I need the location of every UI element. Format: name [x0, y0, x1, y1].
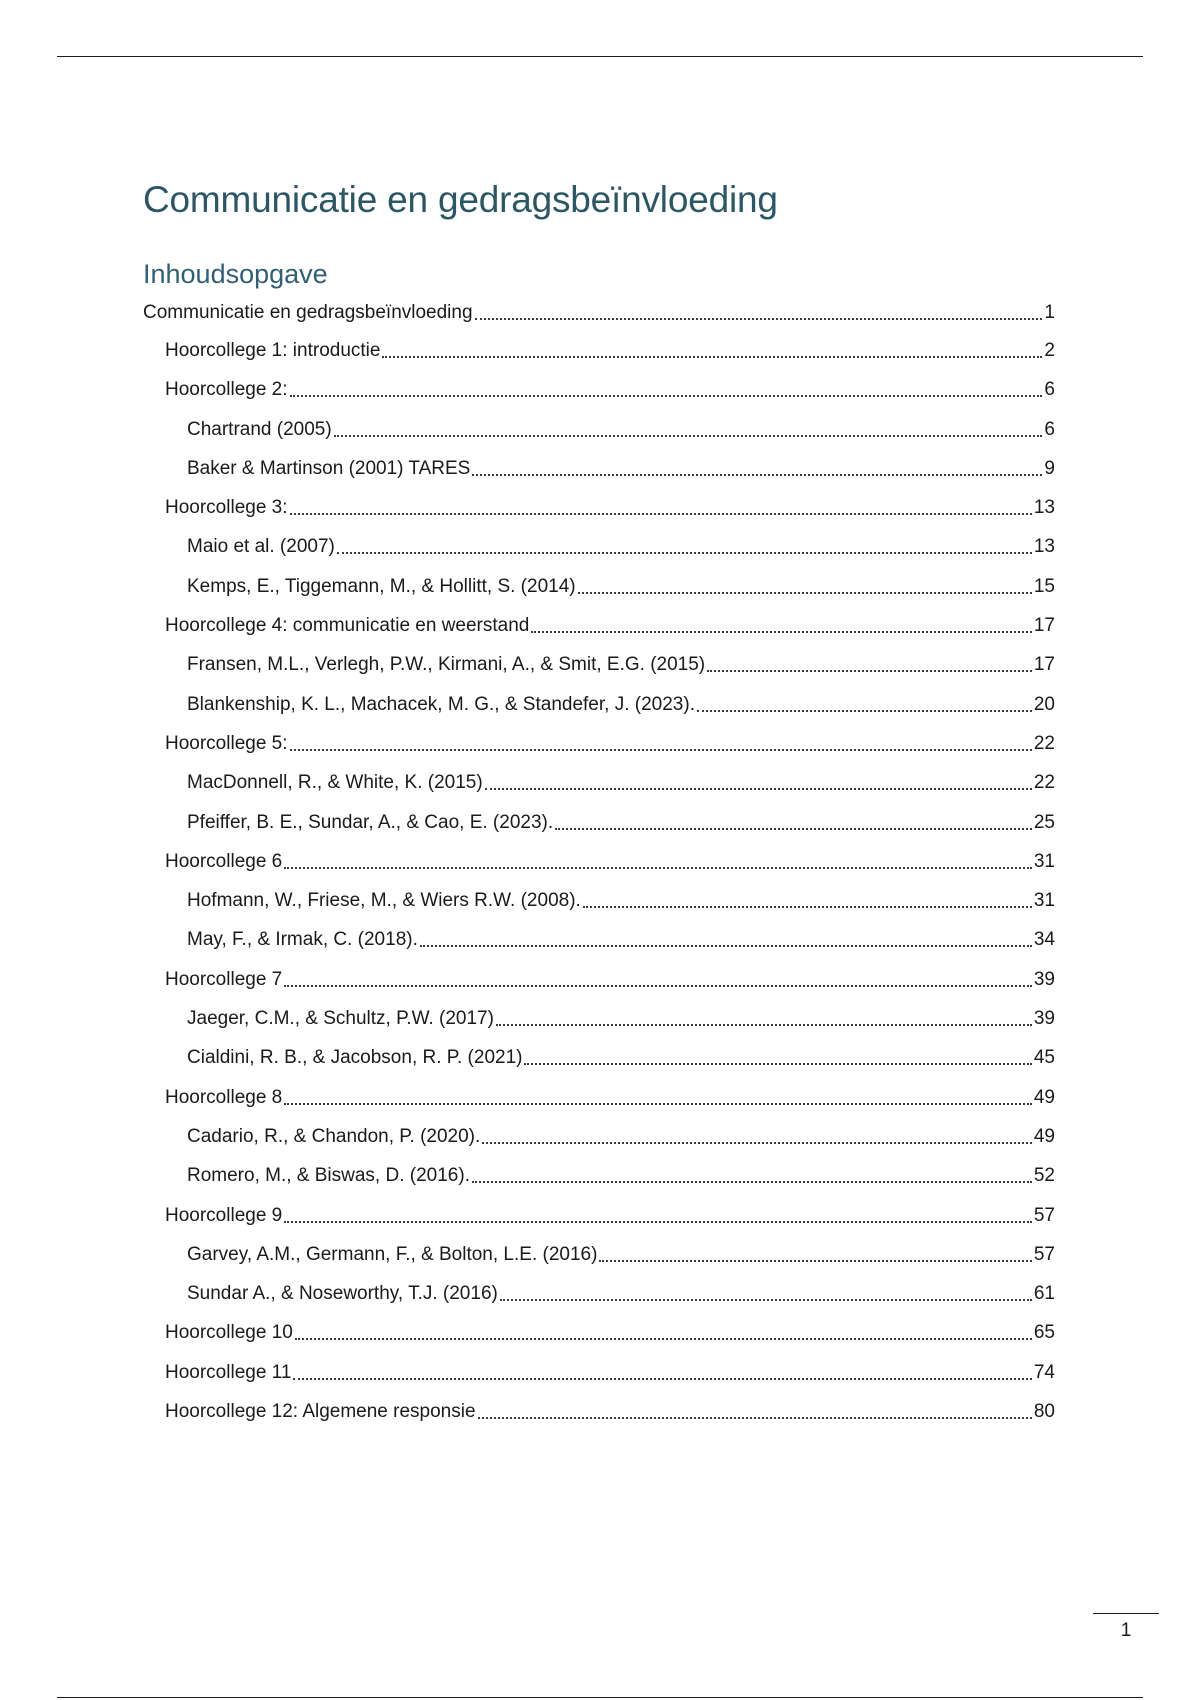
- toc-dot-leader: [482, 1120, 1032, 1153]
- toc-entry-page: 57: [1033, 1243, 1055, 1265]
- toc-entry-label: Hoorcollege 3:: [165, 497, 288, 519]
- toc-entry-label: Cadario, R., & Chandon, P. (2020).: [187, 1125, 481, 1147]
- toc-entry-page: 39: [1033, 1008, 1055, 1030]
- toc-entry-label: Hoorcollege 9: [165, 1204, 283, 1226]
- page-number-rule: [1093, 1613, 1159, 1614]
- toc-dot-leader: [472, 452, 1042, 485]
- toc-entry-label: Hoorcollege 12: Algemene responsie: [165, 1401, 476, 1423]
- toc-dot-leader: [382, 334, 1042, 367]
- toc-dot-leader: [475, 296, 1043, 329]
- toc-entry[interactable]: [143, 373, 1055, 412]
- toc-entry-label: Hoorcollege 1: introductie: [165, 340, 381, 361]
- toc-entry-label: Hoorcollege 4: communicatie en weerstand: [165, 615, 530, 637]
- toc-entry-label: Hoorcollege 6: [165, 850, 283, 872]
- toc-entry[interactable]: [143, 648, 1055, 687]
- toc-dot-leader: [295, 1316, 1032, 1349]
- toc-dot-leader: [496, 1002, 1032, 1035]
- toc-entry[interactable]: [143, 1041, 1055, 1080]
- toc-entry-label: Blankenship, K. L., Machacek, M. G., & Standefer, J. (2023).: [187, 693, 695, 715]
- toc-dot-leader: [284, 1199, 1032, 1232]
- toc-entry-label: Cialdini, R. B., & Jacobson, R. P. (2021): [187, 1047, 523, 1069]
- toc-entry-label: May, F., & Irmak, C. (2018).: [187, 929, 418, 951]
- toc-dot-leader: [284, 845, 1032, 878]
- toc-dot-leader: [583, 884, 1032, 917]
- toc-entry-label: Hoorcollege 5:: [165, 732, 288, 754]
- toc-dot-leader: [578, 570, 1032, 603]
- toc-entry[interactable]: [143, 1120, 1055, 1159]
- toc-entry[interactable]: [143, 1238, 1055, 1277]
- toc-entry-label: Kemps, E., Tiggemann, M., & Hollitt, S. (2014): [187, 575, 576, 597]
- toc-entry[interactable]: [143, 845, 1055, 884]
- toc-entry-label: Pfeiffer, B. E., Sundar, A., & Cao, E. (2023).: [187, 811, 554, 833]
- page-number: 1: [1120, 1620, 1132, 1641]
- toc-entry-page: 1: [1044, 302, 1055, 323]
- toc-dot-leader: [284, 963, 1032, 996]
- toc-dot-leader: [500, 1277, 1032, 1310]
- toc-entry[interactable]: [143, 570, 1055, 609]
- toc-entry-label: Communicatie en gedragsbeïnvloeding: [143, 302, 473, 323]
- toc-entry-label: Sundar A., & Noseworthy, T.J. (2016): [187, 1283, 498, 1305]
- toc-entry-page: 25: [1033, 811, 1055, 833]
- toc-entry-page: 39: [1033, 968, 1055, 990]
- table-of-contents: [143, 296, 1055, 1434]
- toc-entry-page: 22: [1033, 772, 1055, 794]
- toc-dot-leader: [284, 1081, 1032, 1114]
- toc-dot-leader: [334, 413, 1043, 446]
- toc-heading: Inhoudsopgave: [143, 259, 328, 289]
- toc-entry[interactable]: [143, 884, 1055, 923]
- toc-entry-label: Hoorcollege 8: [165, 1086, 283, 1108]
- toc-entry[interactable]: [143, 1395, 1055, 1434]
- toc-entry-page: 57: [1033, 1204, 1055, 1226]
- toc-entry-page: 13: [1033, 497, 1055, 519]
- toc-entry[interactable]: [143, 1159, 1055, 1198]
- toc-entry-page: 15: [1033, 575, 1055, 597]
- toc-entry-page: 34: [1033, 929, 1055, 951]
- toc-entry[interactable]: [143, 609, 1055, 648]
- toc-entry-page: 49: [1033, 1125, 1055, 1147]
- toc-dot-leader: [599, 1238, 1031, 1271]
- toc-entry-page: 9: [1044, 457, 1055, 479]
- toc-entry[interactable]: [143, 806, 1055, 845]
- toc-entry-label: MacDonnell, R., & White, K. (2015): [187, 772, 483, 794]
- toc-entry[interactable]: [143, 491, 1055, 530]
- toc-entry[interactable]: [143, 296, 1055, 334]
- toc-entry-label: Hofmann, W., Friese, M., & Wiers R.W. (2008).: [187, 890, 581, 912]
- toc-entry[interactable]: [143, 1002, 1055, 1041]
- toc-entry-label: Jaeger, C.M., & Schultz, P.W. (2017): [187, 1008, 494, 1030]
- header-rule: [57, 56, 1143, 57]
- document-title: Communicatie en gedragsbeïnvloeding: [143, 179, 778, 220]
- toc-dot-leader: [485, 766, 1032, 799]
- toc-entry-page: 2: [1044, 340, 1055, 361]
- toc-entry[interactable]: [143, 727, 1055, 766]
- toc-dot-leader: [478, 1395, 1032, 1428]
- toc-dot-leader: [524, 1041, 1031, 1074]
- toc-entry-page: 52: [1033, 1165, 1055, 1187]
- toc-entry-page: 13: [1033, 536, 1055, 558]
- toc-entry[interactable]: [143, 923, 1055, 962]
- toc-dot-leader: [707, 648, 1032, 681]
- toc-entry-label: Hoorcollege 7: [165, 968, 283, 990]
- toc-entry-page: 6: [1044, 379, 1055, 401]
- toc-entry[interactable]: [143, 530, 1055, 569]
- toc-entry[interactable]: [143, 452, 1055, 491]
- toc-entry[interactable]: [143, 413, 1055, 452]
- toc-entry-page: 45: [1033, 1047, 1055, 1069]
- toc-entry-page: 20: [1033, 693, 1055, 715]
- toc-entry[interactable]: [143, 766, 1055, 805]
- toc-entry-page: 17: [1033, 654, 1055, 676]
- toc-entry-label: Maio et al. (2007): [187, 536, 335, 558]
- toc-entry-page: 61: [1033, 1283, 1055, 1305]
- toc-entry-page: 49: [1033, 1086, 1055, 1108]
- footer-rule: [57, 1697, 1143, 1698]
- toc-entry-label: Hoorcollege 10: [165, 1322, 293, 1344]
- toc-entry[interactable]: [143, 1277, 1055, 1316]
- toc-entry[interactable]: [143, 963, 1055, 1002]
- toc-dot-leader: [531, 609, 1032, 642]
- toc-entry-label: Fransen, M.L., Verlegh, P.W., Kirmani, A., & Smit, E.G. (2015): [187, 654, 706, 676]
- toc-entry[interactable]: [143, 1199, 1055, 1238]
- toc-entry-label: Baker & Martinson (2001) TARES: [187, 457, 471, 479]
- toc-entry[interactable]: [143, 688, 1055, 727]
- toc-entry-page: 17: [1033, 615, 1055, 637]
- toc-dot-leader: [697, 688, 1032, 721]
- toc-entry-page: 80: [1033, 1401, 1055, 1423]
- toc-entry-page: 74: [1033, 1361, 1055, 1383]
- toc-entry[interactable]: [143, 1081, 1055, 1120]
- toc-entry[interactable]: [143, 1356, 1055, 1395]
- toc-entry-label: Hoorcollege 11: [165, 1361, 292, 1383]
- toc-dot-leader: [290, 727, 1032, 760]
- toc-dot-leader: [555, 806, 1032, 839]
- toc-dot-leader: [337, 530, 1032, 563]
- toc-entry[interactable]: [143, 1316, 1055, 1355]
- toc-entry-label: Hoorcollege 2:: [165, 379, 288, 401]
- toc-entry-label: Garvey, A.M., Germann, F., & Bolton, L.E. (2016): [187, 1243, 598, 1265]
- toc-entry-page: 22: [1033, 732, 1055, 754]
- toc-entry-page: 31: [1033, 890, 1055, 912]
- toc-entry-page: 65: [1033, 1322, 1055, 1344]
- toc-entry-label: Chartrand (2005): [187, 418, 332, 440]
- toc-entry-page: 6: [1044, 418, 1055, 440]
- toc-entry[interactable]: [143, 334, 1055, 373]
- toc-dot-leader: [293, 1356, 1031, 1389]
- toc-dot-leader: [290, 491, 1032, 524]
- toc-dot-leader: [420, 923, 1032, 956]
- toc-entry-label: Romero, M., & Biswas, D. (2016).: [187, 1165, 470, 1187]
- toc-dot-leader: [472, 1159, 1032, 1192]
- toc-entry-page: 31: [1033, 850, 1055, 872]
- toc-dot-leader: [290, 373, 1043, 406]
